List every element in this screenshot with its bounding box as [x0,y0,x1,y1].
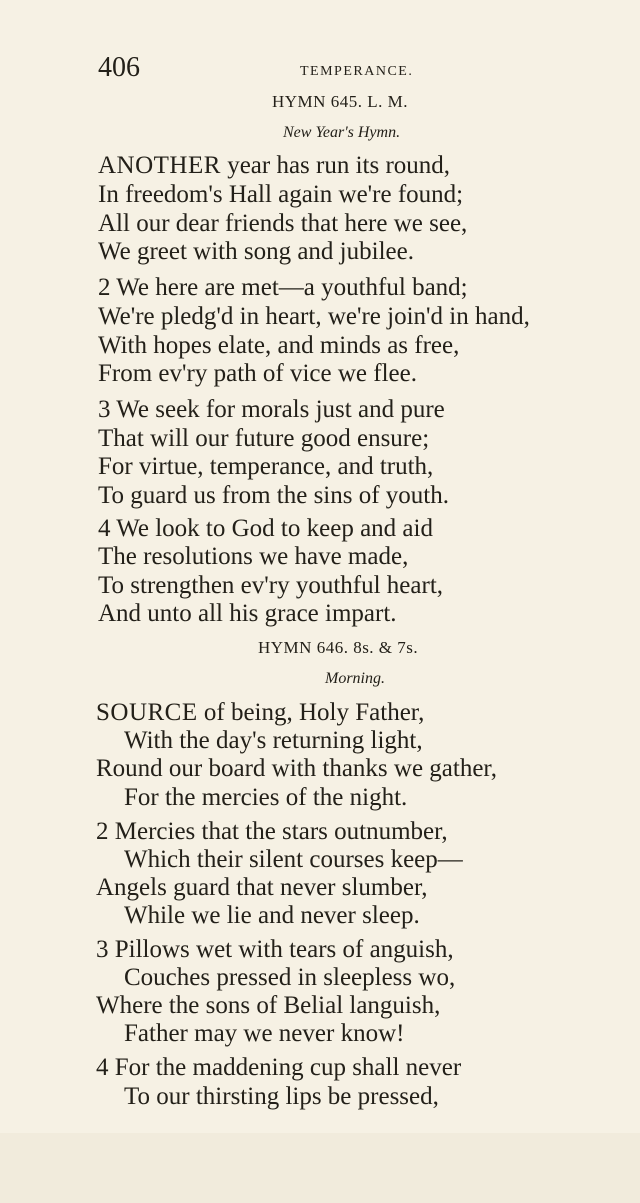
first-word: SOURCE [96,699,198,726]
hymn-subtitle: Morning. [325,670,385,687]
hymn-line: Round our board with thanks we gather, [96,755,498,782]
page-number: 406 [98,52,140,83]
hymn-line: To our thirsting lips be pressed, [124,1083,439,1110]
hymn-line: Which their silent courses keep— [124,846,463,873]
hymn-line: Angels guard that never slumber, [96,874,428,901]
hymn-heading: HYMN 646. 8s. & 7s. [258,638,419,657]
hymn-line: 3 Pillows wet with tears of anguish, [96,936,454,963]
hymn-line: Where the sons of Belial languish, [96,992,441,1019]
hymn-line: 2 Mercies that the stars outnumber, [96,818,448,845]
hymn-line: From ev'ry path of vice we flee. [98,360,417,387]
hymn-line: 3 We seek for morals just and pure [98,396,445,423]
hymn-line: 4 We look to God to keep and aid [98,515,433,542]
hymn-line: With hopes elate, and minds as free, [98,332,460,359]
hymn-line: 2 We here are met—a youthful band; [98,274,468,301]
hymn-line: To strengthen ev'ry youthful heart, [98,572,444,599]
hymn-line: The resolutions we have made, [98,543,409,570]
hymn-line: Father may we never know! [124,1020,405,1047]
page-header [0,52,640,88]
hymn-subtitle: New Year's Hymn. [283,124,401,141]
hymn-line: We greet with song and jubilee. [98,238,414,265]
hymn-line: While we lie and never sleep. [124,902,420,929]
hymn-line: We're pledg'd in heart, we're join'd in hand, [98,303,530,330]
hymn-line: Couches pressed in sleepless wo, [124,964,456,991]
first-word: ANOTHER [98,152,221,179]
hymn-line: With the day's returning light, [124,727,423,754]
hymn-line: And unto all his grace impart. [98,600,397,627]
hymn-line: In freedom's Hall again we're found; [98,181,464,208]
hymn-line: 4 For the maddening cup shall never [96,1054,462,1081]
hymn-line [98,152,450,180]
line-text: of being, Holy Father, [197,699,425,726]
hymn-line: For virtue, temperance, and truth, [98,453,434,480]
hymn-line: To guard us from the sins of youth. [98,482,449,509]
page-bottom-margin [0,1133,640,1203]
hymn-line: For the mercies of the night. [124,784,408,811]
hymn-line [96,699,424,727]
hymn-heading: HYMN 645. L. M. [272,92,408,111]
hymn-line: That will our future good ensure; [98,425,430,452]
running-title: TEMPERANCE. [300,64,414,79]
line-text: year has run its round, [220,152,451,179]
hymn-line: All our dear friends that here we see, [98,210,468,237]
